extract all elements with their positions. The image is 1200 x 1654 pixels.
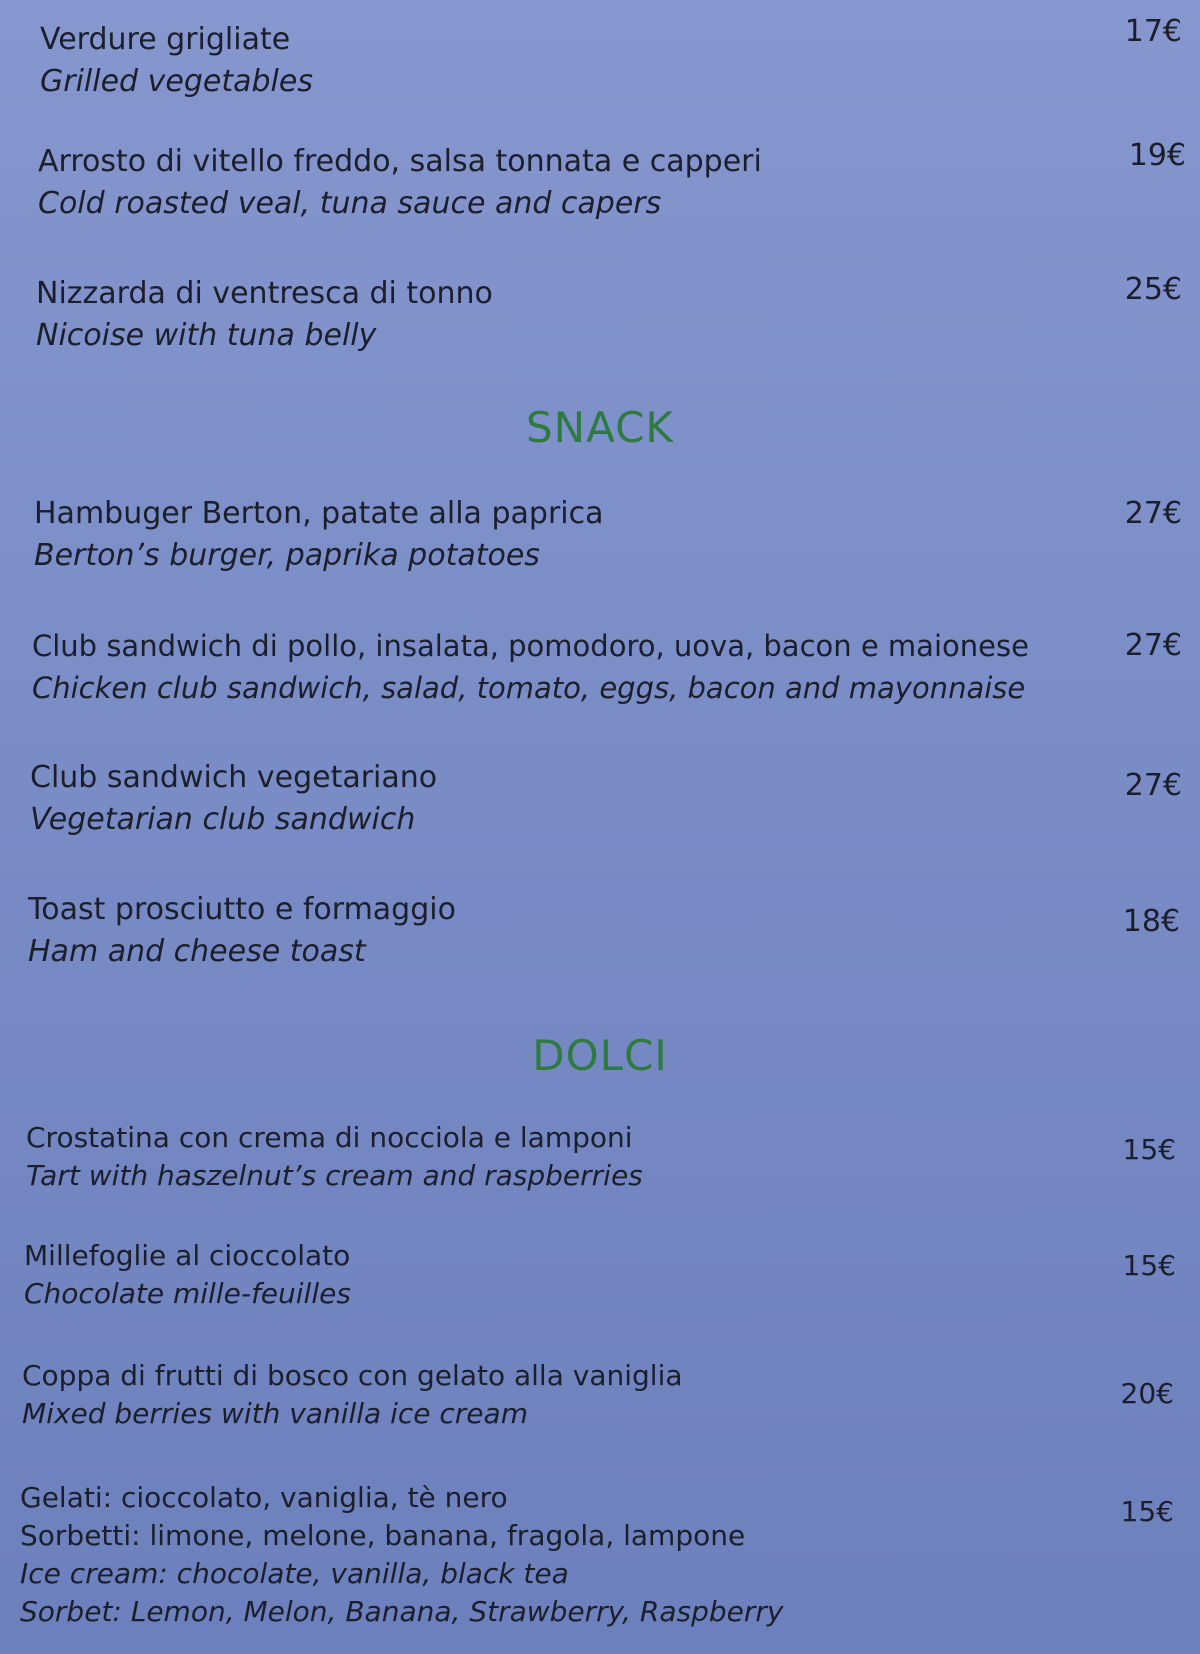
menu-item bbox=[0, 1238, 1200, 1318]
item-price: 15€ bbox=[1122, 1249, 1176, 1282]
item-price: 27€ bbox=[1124, 496, 1182, 531]
item-name: Coppa di frutti di bosco con gelato alla vaniglia bbox=[22, 1359, 683, 1392]
menu-item bbox=[0, 272, 1200, 362]
item-name: Millefoglie al cioccolato bbox=[24, 1239, 351, 1272]
item-translation: Vegetarian club sandwich bbox=[30, 802, 416, 837]
menu-item bbox=[0, 760, 1200, 850]
item-price: 20€ bbox=[1120, 1377, 1174, 1410]
gelati-line: Gelati: cioccolato, vaniglia, tè nero bbox=[20, 1481, 508, 1514]
item-translation: Berton’s burger, paprika potatoes bbox=[34, 538, 540, 573]
item-name: Hambuger Berton, patate alla paprica bbox=[34, 496, 604, 531]
item-price: 27€ bbox=[1124, 768, 1182, 803]
sorbetti-line: Sorbetti: limone, melone, banana, fragola, lampone bbox=[20, 1519, 746, 1552]
item-translation: Ham and cheese toast bbox=[28, 934, 366, 969]
item-name: Arrosto di vitello freddo, salsa tonnata e capperi bbox=[38, 144, 762, 179]
item-name: Club sandwich di pollo, insalata, pomodoro, uova, bacon e maionese bbox=[32, 629, 1029, 663]
menu-item bbox=[0, 140, 1200, 230]
item-translation: Grilled vegetables bbox=[40, 64, 313, 99]
item-translation: Chicken club sandwich, salad, tomato, eggs, bacon and mayonnaise bbox=[32, 671, 1026, 705]
menu-item bbox=[0, 496, 1200, 586]
section-title-snack: SNACK bbox=[526, 403, 674, 452]
item-price: 25€ bbox=[1124, 272, 1182, 307]
menu-item bbox=[0, 892, 1200, 982]
item-translation: Mixed berries with vanilla ice cream bbox=[22, 1397, 528, 1430]
item-translation: Nicoise with tuna belly bbox=[36, 318, 377, 353]
item-price: 15€ bbox=[1122, 1133, 1176, 1166]
item-name: Nizzarda di ventresca di tonno bbox=[36, 276, 493, 311]
menu-item bbox=[0, 14, 1200, 108]
item-translation: Tart with haszelnut’s cream and raspberries bbox=[26, 1159, 643, 1192]
item-name: Toast prosciutto e formaggio bbox=[28, 892, 456, 927]
menu-item-gelati bbox=[0, 1480, 1200, 1640]
menu-item bbox=[0, 628, 1200, 718]
item-name: Verdure grigliate bbox=[40, 22, 291, 57]
section-title-dolci: DOLCI bbox=[532, 1031, 668, 1080]
item-price: 15€ bbox=[1120, 1495, 1174, 1528]
item-translation: Cold roasted veal, tuna sauce and capers bbox=[38, 186, 662, 221]
item-price: 18€ bbox=[1122, 904, 1180, 939]
item-name: Club sandwich vegetariano bbox=[30, 760, 438, 795]
item-price: 19€ bbox=[1128, 138, 1186, 173]
sorbet-line: Sorbet: Lemon, Melon, Banana, Strawberry, Raspberry bbox=[20, 1595, 784, 1628]
ice-cream-line: Ice cream: chocolate, vanilla, black tea bbox=[20, 1557, 569, 1590]
item-price: 17€ bbox=[1124, 14, 1182, 49]
item-price: 27€ bbox=[1124, 628, 1182, 663]
menu-item bbox=[0, 1358, 1200, 1438]
menu-item bbox=[0, 1120, 1200, 1200]
item-name: Crostatina con crema di nocciola e lamponi bbox=[26, 1121, 633, 1154]
item-translation: Chocolate mille-feuilles bbox=[24, 1277, 351, 1310]
